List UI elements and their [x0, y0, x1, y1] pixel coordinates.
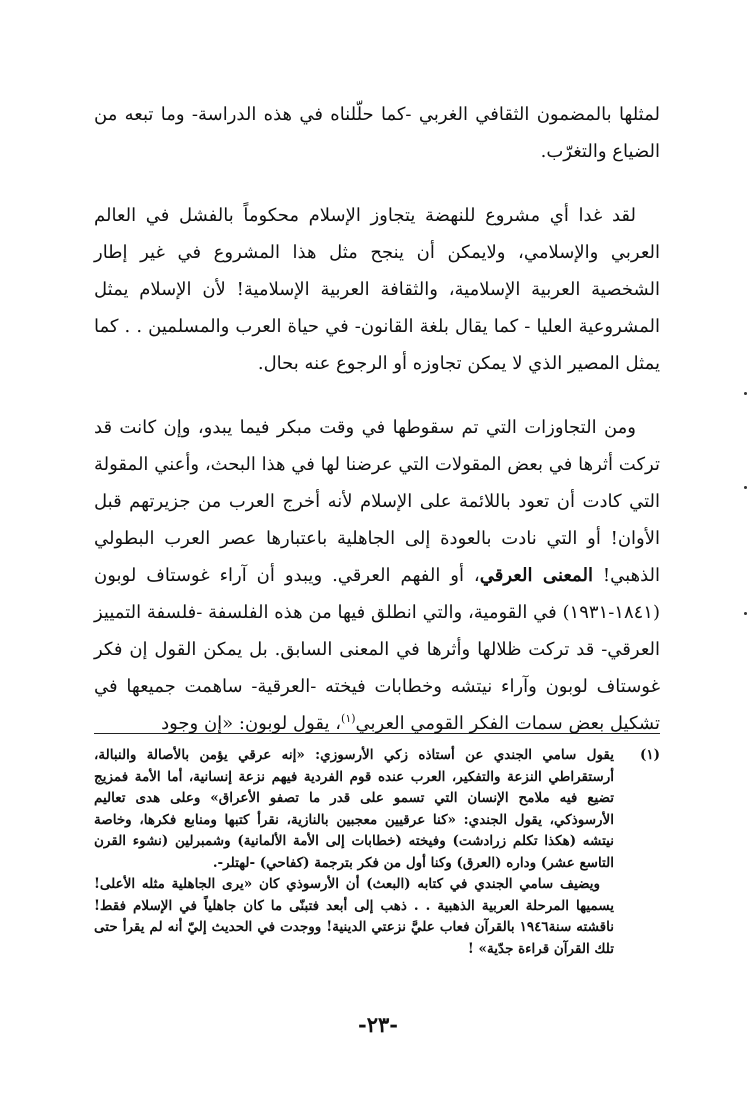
footnote-reference[interactable]: (١) — [341, 712, 356, 725]
paragraph-3-part-2: ، أو الفهم العرقي. ويبدو أن آراء غوستاف لوبون (١٨٤١-١٩٣١) في القومية، والتي انطلق فيها من هذه الفلسفة -فلسفة التمييز العرقي- قد تركت ظلالها وأثرها في المعنى السابق. بل يمكن القول إن فكر غوستاف لوبون وآراء نيتشه وخطابات فيخته -العرقية- ساهمت جميعها في تشكيل بعض سمات الفكر القومي العربي — [94, 565, 660, 734]
margin-dot-mark — [744, 392, 747, 395]
paragraph-3-part-1: ومن التجاوزات التي تم سقوطها في وقت مبكر فيما يبدو، وإن كانت قد تركت أثرها في بعض المقولات التي عرضنا لها في هذا البحث، وأعني المقولة التي كادت أن تعود باللائمة على الإسلام لأنه أخرج العرب من جزيرتهم قبل الأوان! أو التي نادت بالعودة إلى الجاهلية باعتبارها عصر العرب البطولي الذهبي! — [94, 417, 660, 586]
term-racial-meaning: المعنى العرقي — [479, 565, 593, 586]
footnote-separator — [94, 733, 660, 734]
paragraph-2 — [94, 197, 660, 382]
paragraph-2-text: لقد غدا أي مشروع للنهضة يتجاوز الإسلام محكوماً بالفشل في العالم العربي والإسلامي، ولايمكن أن ينجح مثل هذا المشروع في غير إطار الشخصية العربية الإسلامية، والثقافة العربية الإسلامية! لأن الإسلام يمثل المشروعية العليا - كما يقال بلغة القانون- في حياة العرب والمسلمين . . كما يمثل المصير الذي لا يمكن تجاوزه أو الرجوع عنه بحال. — [94, 205, 660, 374]
paragraph-1 — [94, 96, 660, 170]
footnote-1-text: يقول سامي الجندي عن أستاذه زكي الأرسوزي: «إنه عرقي يؤمن بالأصالة والنبالة، أرستقراطي النزعة والتفكير، العرب عنده قوم الفردية فيهم نزعة إنسانية، أما الأمة فمزيج تضيع فيه ملامح الإنسان التي تسمو على قدر ما تصفو الأعراق» وعلى هدى تعاليم الأرسوذكي، يقول الجندي: «كنا عرقيين معجبين بالنازية، نقرأ كتبها ومنابع فكرها، وخاصة نيتشه (هكذا تكلم زرادشت) وفيخته (خطابات إلى الأمة الألمانية) وشمبرلين (نشوء القرن التاسع عشر) وداره (العرق) وكنا أول من فكر بترجمة (كفاحي) -لهتلر-. — [94, 747, 614, 871]
margin-dot-mark — [744, 486, 747, 489]
margin-dot-mark — [744, 612, 747, 615]
footnotes — [94, 745, 660, 960]
footnote-number: (١) — [639, 747, 660, 763]
main-text — [94, 96, 660, 769]
footnote-1-continuation: ويضيف سامي الجندي في كتابه (البعث) أن الأرسوذي كان «يرى الجاهلية مثله الأعلى! يسميها المرحلة العربية الذهبية . . ذهب إلى أبعد فتبنّى ما كان جاهلياً في الإسلام فقط! ناقشته سنة١٩٤٦ بالقرآن فعاب عليَّ نزعتي الدينية! ووجدت في الحديث إليّ أنه لم يقرأ حتى تلك القرآن قراءة جدّية» ! — [94, 876, 614, 957]
footnote-1 — [94, 745, 660, 874]
paragraph-1-text: لمثلها بالمضمون الثقافي الغربي -كما حلّلناه في هذه الدراسة- وما تبعه من الضياع والتغرّب. — [94, 104, 660, 162]
paragraph-3-part-3: ، يقول لوبون: «إن وجود — [161, 713, 342, 734]
page-number: -٢٣- — [358, 1012, 398, 1037]
paragraph-3 — [94, 409, 660, 742]
